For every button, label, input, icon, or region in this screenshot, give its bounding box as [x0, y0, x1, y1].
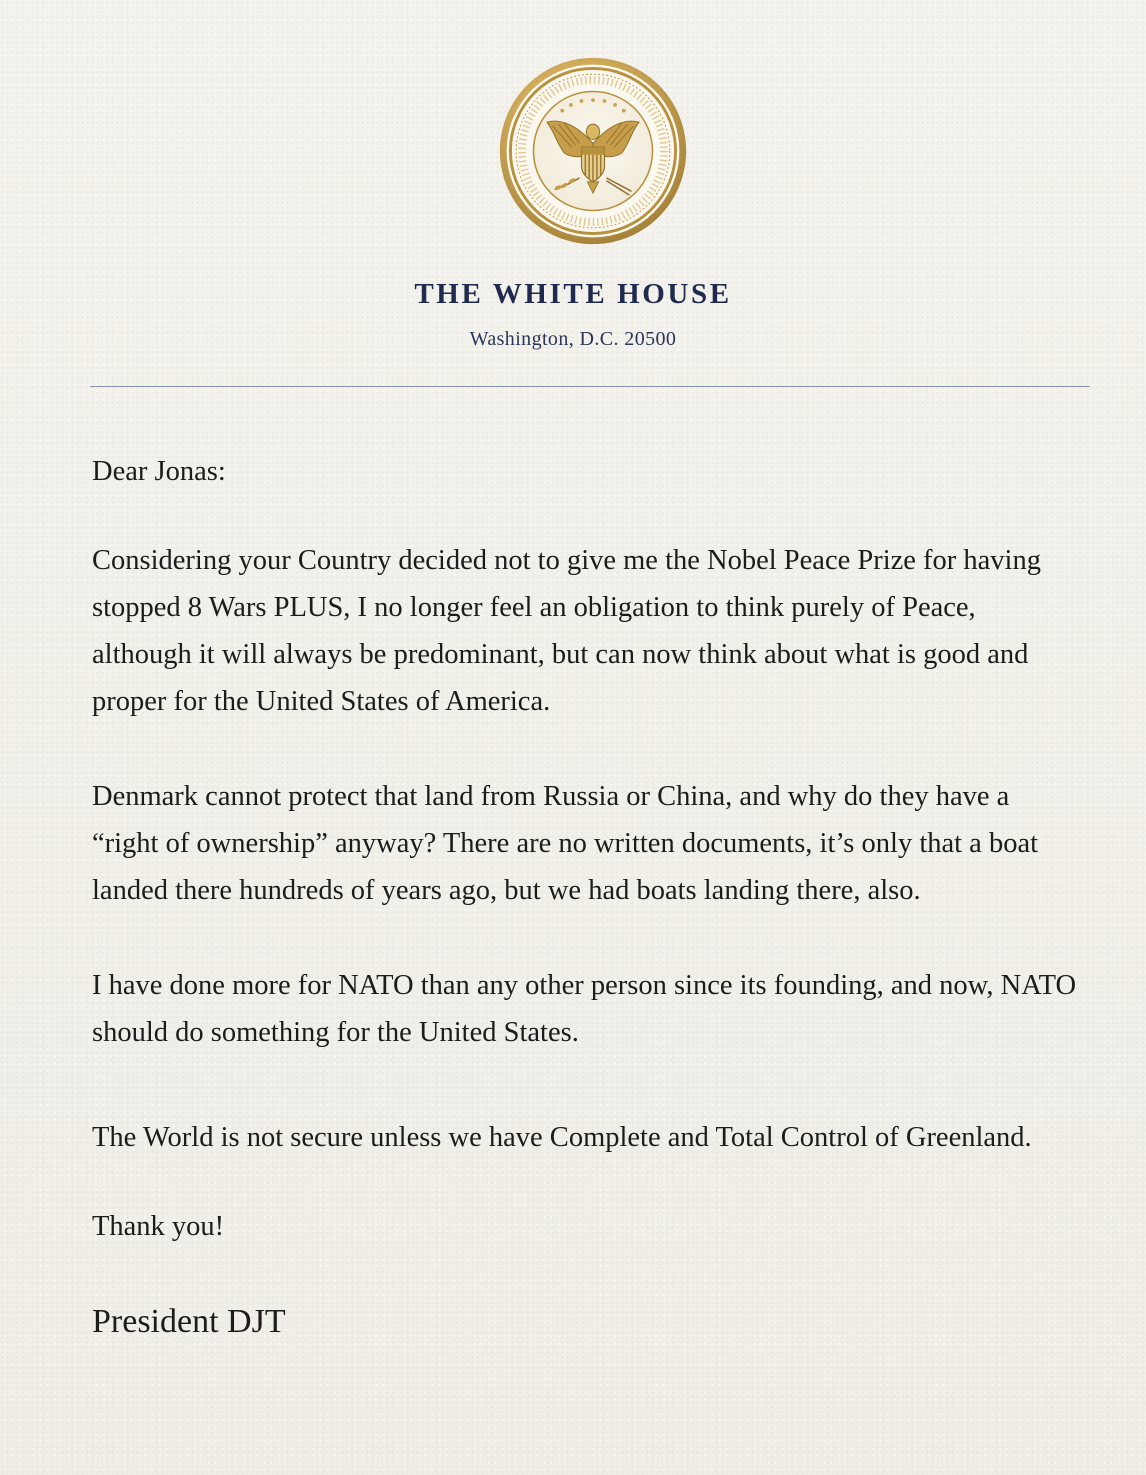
letterhead-address: Washington, D.C. 20500: [469, 328, 677, 350]
letterhead-divider: [90, 386, 1090, 387]
paragraph-2: Denmark cannot protect that land from Russia or China, and why do they have a “right of ownership” anyway? There are no written documents, it’s only that a boat landed there hundreds of years ago, but we had boats landing there, also.: [92, 781, 1039, 906]
paragraph-3: I have done more for NATO than any other person since its founding, and now, NATO should do something for the United States.: [92, 970, 1077, 1048]
salutation: Dear Jonas:: [92, 456, 226, 487]
signature: President DJT: [92, 1303, 286, 1340]
paragraph-1: Considering your Country decided not to give me the Nobel Peace Prize for having stopped 8 Wars PLUS, I no longer feel an obligation to think purely of Peace, although it will always be predominant, but can now think about what is good and proper for the United States of America.: [92, 545, 1041, 717]
closing: Thank you!: [92, 1211, 225, 1242]
letterhead-title: THE WHITE HOUSE: [414, 278, 732, 310]
presidential-seal-icon: [497, 55, 689, 247]
paragraph-4: The World is not secure unless we have Complete and Total Control of Greenland.: [92, 1122, 1032, 1153]
